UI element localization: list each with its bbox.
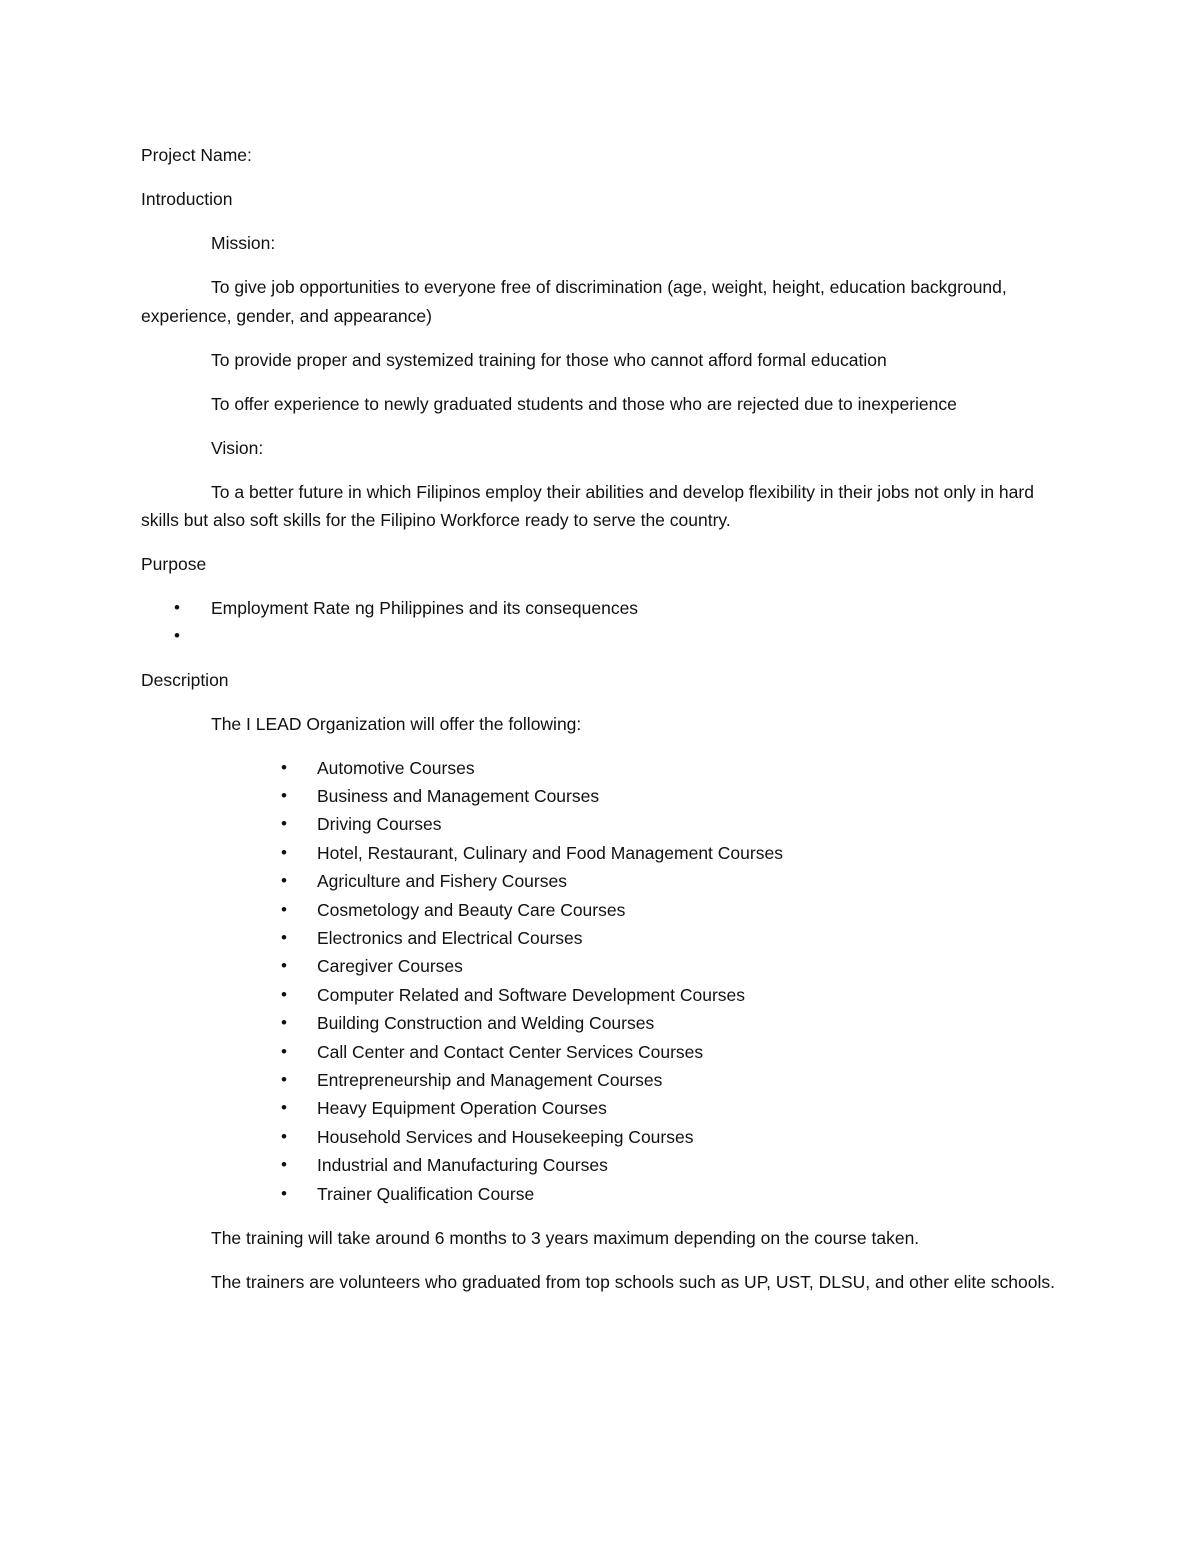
- bullet-icon: •: [174, 626, 180, 645]
- bullet-icon: •: [281, 785, 287, 805]
- purpose-list: [141, 594, 1061, 650]
- bullet-icon: •: [174, 598, 180, 617]
- mission-item: To provide proper and systemized training for those who cannot afford formal education: [211, 349, 887, 370]
- course-list-item: [141, 952, 1061, 980]
- course-name: Industrial and Manufacturing Courses: [317, 1155, 608, 1176]
- bullet-icon: •: [281, 1183, 287, 1203]
- mission-label: Mission:: [211, 233, 276, 253]
- course-name: Trainer Qualification Course: [317, 1183, 535, 1204]
- course-name: Computer Related and Software Development Courses: [317, 984, 745, 1005]
- bullet-icon: •: [281, 1126, 287, 1146]
- description-heading: Description: [141, 669, 229, 690]
- course-name: Driving Courses: [317, 814, 442, 835]
- bullet-icon: •: [281, 927, 287, 947]
- introduction-heading: Introduction: [141, 189, 233, 209]
- course-name: Cosmetology and Beauty Care Courses: [317, 899, 626, 920]
- course-list-item: [141, 810, 1061, 838]
- bullet-icon: •: [281, 1069, 287, 1089]
- bullet-icon: •: [281, 1041, 287, 1061]
- course-list-item: [141, 1066, 1061, 1094]
- course-name: Hotel, Restaurant, Culinary and Food Management Courses: [317, 842, 783, 863]
- bullet-icon: •: [281, 1098, 287, 1118]
- course-list-item: [141, 782, 1061, 810]
- course-name: Entrepreneurship and Management Courses: [317, 1069, 663, 1090]
- course-list-item: [141, 1009, 1061, 1037]
- course-list-item: [141, 896, 1061, 924]
- courses-list: [141, 754, 1061, 1209]
- purpose-list-item: [141, 594, 1061, 622]
- purpose-item-text: Employment Rate ng Philippines and its consequences: [211, 598, 639, 618]
- document-body: [141, 141, 1061, 1312]
- course-list-item: [141, 1123, 1061, 1151]
- course-list-item: [141, 1038, 1061, 1066]
- project-name-label: Project Name:: [141, 145, 252, 165]
- bullet-icon: •: [281, 1013, 287, 1033]
- bullet-icon: •: [281, 871, 287, 891]
- purpose-list-item: [141, 622, 1061, 650]
- course-name: Electronics and Electrical Courses: [317, 927, 583, 948]
- course-list-item: [141, 754, 1061, 782]
- course-list-item: [141, 1151, 1061, 1179]
- bullet-icon: •: [281, 956, 287, 976]
- course-name: Agriculture and Fishery Courses: [317, 871, 567, 892]
- vision-label: Vision:: [211, 437, 264, 458]
- course-list-item: [141, 1094, 1061, 1122]
- course-name: Caregiver Courses: [317, 956, 463, 977]
- training-duration: The training will take around 6 months to 3 years maximum depending on the course taken.: [211, 1227, 920, 1248]
- course-list-item: [141, 981, 1061, 1009]
- course-name: Building Construction and Welding Courses: [317, 1013, 655, 1034]
- course-list-item: [141, 1180, 1061, 1208]
- course-name: Automotive Courses: [317, 757, 475, 778]
- offer-intro: The I LEAD Organization will offer the following:: [211, 713, 582, 734]
- mission-item: To offer experience to newly graduated students and those who are rejected due to inexperience: [211, 393, 957, 414]
- course-list-item: [141, 867, 1061, 895]
- trainers-note: The trainers are volunteers who graduated from top schools such as UP, UST, DLSU, and other elite schools.: [211, 1271, 1055, 1292]
- purpose-heading: Purpose: [141, 554, 207, 574]
- bullet-icon: •: [281, 899, 287, 919]
- bullet-icon: •: [281, 814, 287, 834]
- bullet-icon: •: [281, 842, 287, 862]
- mission-item: To give job opportunities to everyone free of discrimination (age, weight, height, education background, experience, gender, and appearance): [141, 277, 1007, 326]
- bullet-icon: •: [281, 757, 287, 777]
- course-name: Household Services and Housekeeping Courses: [317, 1126, 694, 1147]
- bullet-icon: •: [281, 1155, 287, 1175]
- course-name: Heavy Equipment Operation Courses: [317, 1098, 607, 1119]
- bullet-icon: •: [281, 984, 287, 1004]
- course-list-item: [141, 839, 1061, 867]
- vision-text: To a better future in which Filipinos employ their abilities and develop flexibility in their jobs not only in hard skills but also soft skills for the Filipino Workforce ready to serve the country.: [141, 481, 1034, 530]
- course-list-item: [141, 924, 1061, 952]
- course-name: Call Center and Contact Center Services Courses: [317, 1041, 704, 1062]
- course-name: Business and Management Courses: [317, 785, 600, 806]
